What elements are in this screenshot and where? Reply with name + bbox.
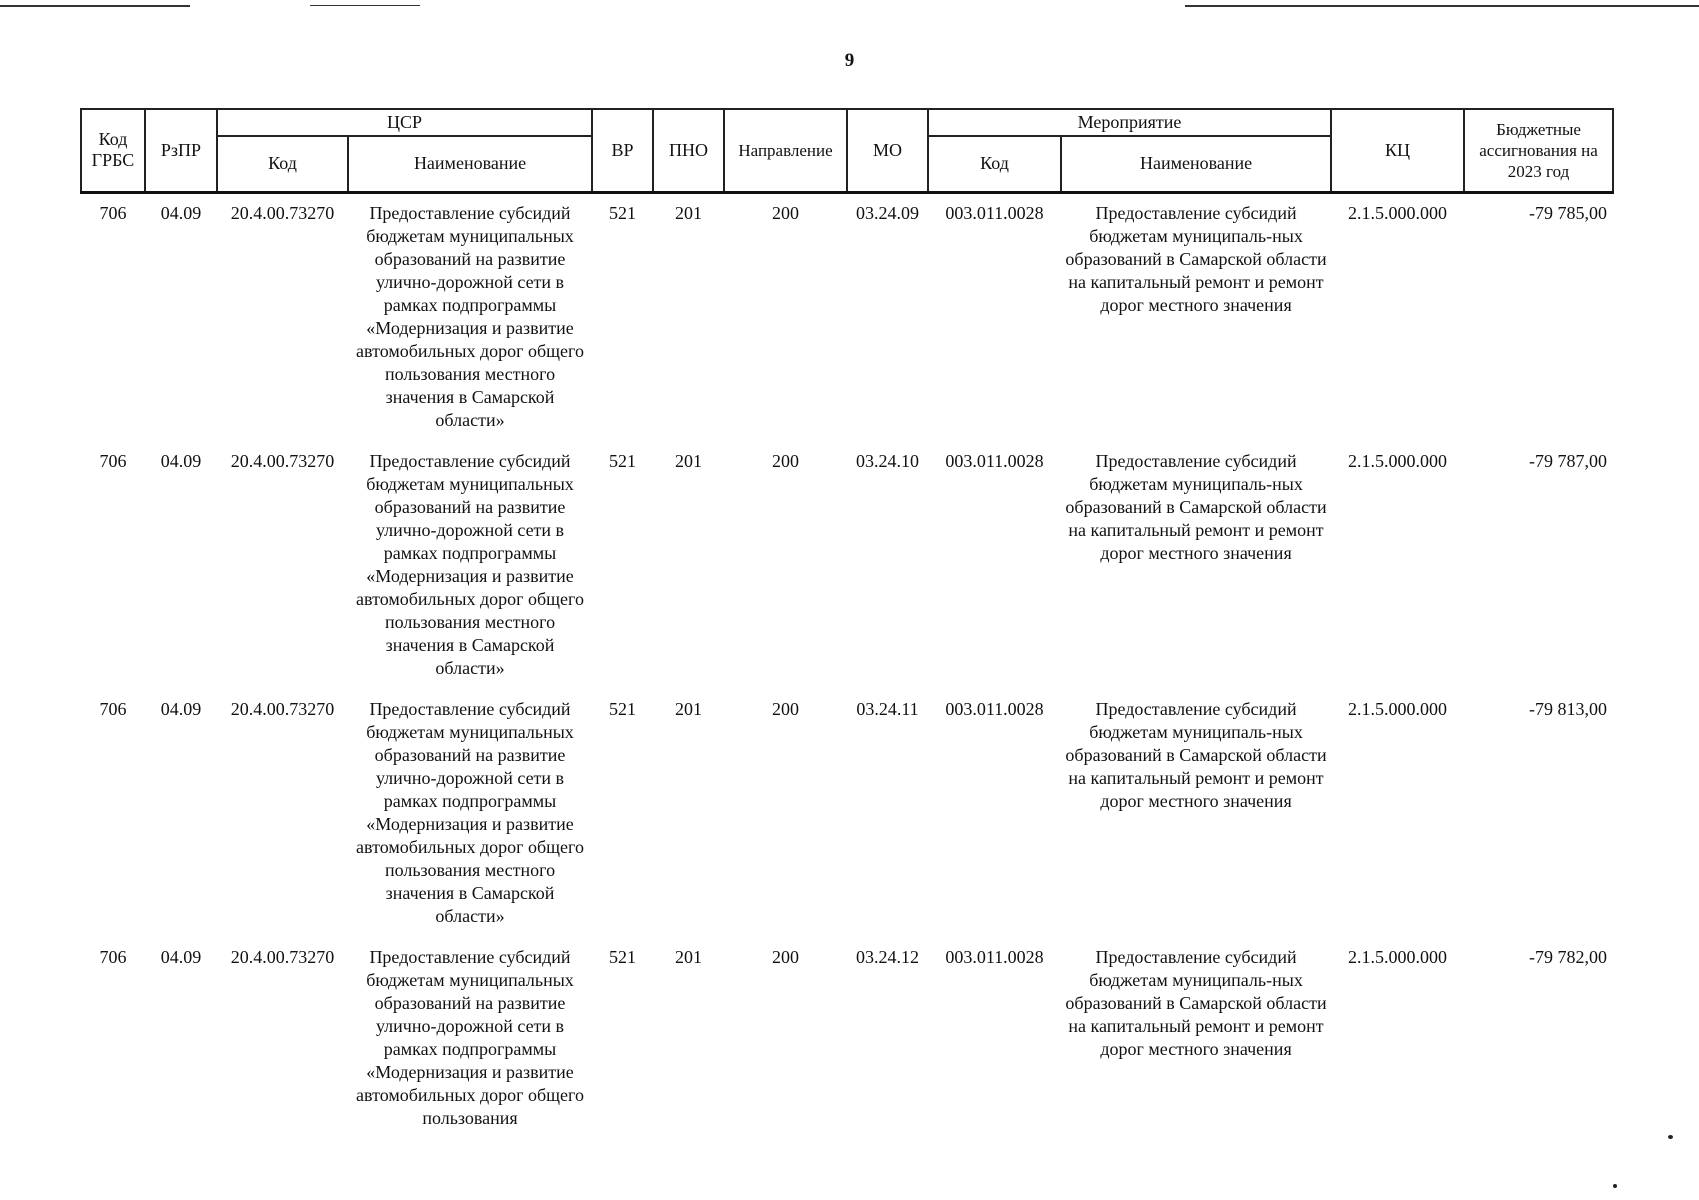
header-grbs: Код ГРБС [81, 109, 145, 192]
cell-rzpr: 04.09 [160, 202, 202, 223]
header-event-name: Наименование [1061, 136, 1331, 192]
cell-csr-name: Предоставление субсидий бюджетам муниципальных образований на развитие улично-дорожной сети в рамках подпрограммы «Модернизация и развитие автомобильных дорог общего пользования местного значения в Самарской области» [356, 202, 584, 430]
cell-pno: 201 [675, 698, 703, 719]
scan-artifact-line [1185, 5, 1699, 7]
header-csr-code: Код [217, 136, 348, 192]
header-csr-name: Наименование [348, 136, 592, 192]
cell-csr-code: 20.4.00.73270 [230, 946, 335, 967]
page-number: 9 [844, 50, 855, 71]
cell-pno: 201 [675, 946, 703, 967]
cell-csr-name: Предоставление субсидий бюджетам муниципальных образований на развитие улично-дорожной сети в рамках подпрограммы «Модернизация и развитие автомобильных дорог общего пользования [356, 946, 584, 1128]
cell-rzpr: 04.09 [160, 450, 202, 471]
cell-kc: 2.1.5.000.000 [1348, 946, 1448, 967]
cell-mo: 03.24.09 [856, 202, 920, 223]
cell-grbs: 706 [99, 946, 127, 967]
header-event-code: Код [928, 136, 1061, 192]
cell-rzpr: 04.09 [160, 946, 202, 967]
cell-kc: 2.1.5.000.000 [1348, 202, 1448, 223]
cell-direction: 200 [772, 946, 800, 967]
cell-mo: 03.24.11 [856, 698, 919, 719]
header-kc: КЦ [1331, 109, 1464, 192]
cell-vr: 521 [609, 946, 637, 967]
header-budget: Бюджетные ассигнования на 2023 год [1464, 109, 1613, 192]
header-event: Мероприятие [928, 109, 1331, 136]
header-rzpr: РзПР [145, 109, 217, 192]
table-body [81, 192, 1613, 1140]
table-row [81, 690, 1613, 938]
cell-budget: -79 787,00 [1529, 450, 1608, 471]
cell-event-code: 003.011.0028 [945, 946, 1044, 967]
table-header [81, 109, 1613, 192]
cell-csr-name: Предоставление субсидий бюджетам муниципальных образований на развитие улично-дорожной сети в рамках подпрограммы «Модернизация и развитие автомобильных дорог общего пользования местного значения в Самарской области» [356, 450, 584, 678]
cell-direction: 200 [772, 450, 800, 471]
cell-kc: 2.1.5.000.000 [1348, 450, 1448, 471]
cell-direction: 200 [772, 202, 800, 223]
header-vr: ВР [592, 109, 653, 192]
cell-event-name: Предоставление субсидий бюджетам муниципаль-ных образований в Самарской области на капитальный ремонт и ремонт дорог местного значения [1065, 450, 1327, 563]
scan-speck [1613, 1184, 1617, 1188]
cell-pno: 201 [675, 202, 703, 223]
cell-budget: -79 813,00 [1529, 698, 1608, 719]
cell-mo: 03.24.12 [856, 946, 920, 967]
header-direction: Направление [724, 109, 847, 192]
header-csr: ЦСР [217, 109, 592, 136]
scan-artifact-line [0, 5, 190, 7]
cell-budget: -79 782,00 [1529, 946, 1608, 967]
cell-csr-code: 20.4.00.73270 [230, 202, 335, 223]
header-mo: МО [847, 109, 928, 192]
cell-budget: -79 785,00 [1529, 202, 1608, 223]
cell-mo: 03.24.10 [856, 450, 920, 471]
cell-direction: 200 [772, 698, 800, 719]
cell-rzpr: 04.09 [160, 698, 202, 719]
cell-event-name: Предоставление субсидий бюджетам муниципаль-ных образований в Самарской области на капитальный ремонт и ремонт дорог местного значения [1065, 698, 1327, 811]
table-row [81, 442, 1613, 690]
cell-grbs: 706 [99, 202, 127, 223]
cell-event-name: Предоставление субсидий бюджетам муниципаль-ных образований в Самарской области на капитальный ремонт и ремонт дорог местного значения [1065, 946, 1327, 1059]
cell-csr-code: 20.4.00.73270 [230, 450, 335, 471]
scan-speck [1668, 1135, 1673, 1139]
cell-pno: 201 [675, 450, 703, 471]
table-row [81, 192, 1613, 442]
budget-table [80, 108, 1614, 1140]
cell-vr: 521 [609, 450, 637, 471]
cell-event-code: 003.011.0028 [945, 450, 1044, 471]
cell-event-code: 003.011.0028 [945, 698, 1044, 719]
cell-vr: 521 [609, 698, 637, 719]
scan-artifact-line [310, 5, 420, 6]
table-row [81, 938, 1613, 1140]
cell-event-name: Предоставление субсидий бюджетам муниципаль-ных образований в Самарской области на капитальный ремонт и ремонт дорог местного значения [1065, 202, 1327, 315]
cell-kc: 2.1.5.000.000 [1348, 698, 1448, 719]
cell-vr: 521 [609, 202, 637, 223]
cell-csr-code: 20.4.00.73270 [230, 698, 335, 719]
cell-grbs: 706 [99, 450, 127, 471]
cell-event-code: 003.011.0028 [945, 202, 1044, 223]
cell-csr-name: Предоставление субсидий бюджетам муниципальных образований на развитие улично-дорожной сети в рамках подпрограммы «Модернизация и развитие автомобильных дорог общего пользования местного значения в Самарской области» [356, 698, 584, 926]
cell-grbs: 706 [99, 698, 127, 719]
header-pno: ПНО [653, 109, 724, 192]
